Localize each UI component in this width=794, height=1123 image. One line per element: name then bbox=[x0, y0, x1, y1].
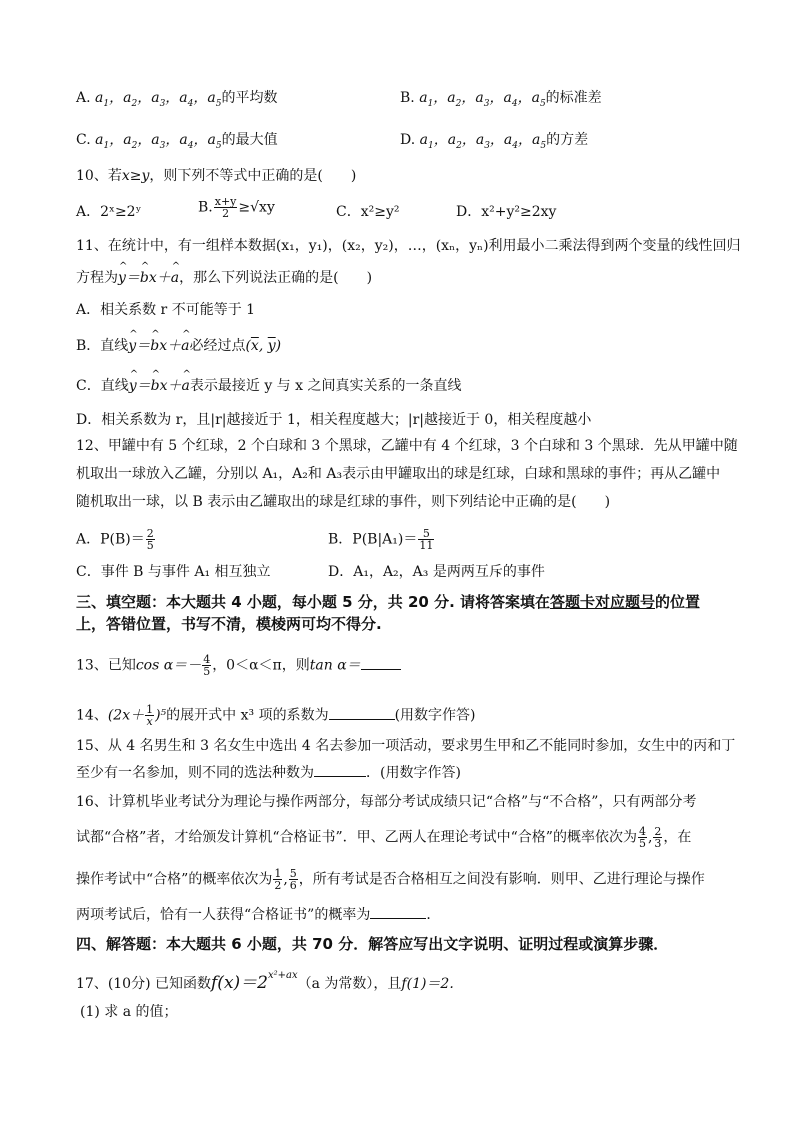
q16-line3: 操作考试中“合格”的概率依次为 $\frac{1}{2}$ , $\frac{5}{6}$ ，所有考试是否合格相互之间没有影响．则甲、乙进行理论与操作 bbox=[76, 867, 705, 892]
q16-line4: 两项考试后，恰有一人获得“合格证书”的概率为 ． bbox=[76, 904, 440, 925]
q12-option-a: A．P(B)＝ $\frac{2}{5}$ bbox=[76, 527, 154, 552]
q17-stem: 17、(10分) 已知函数$f(x)=2^{x^2+ax}(a$ 为常数），且f(1)＝2. bbox=[76, 970, 454, 993]
q17-part1: (1) 求 a 的值； bbox=[80, 1004, 178, 1020]
q15-line1: 15、从 4 名男生和 3 名女生中选出 4 名去参加一项活动，要求男生甲和乙不能同时参加，女生中的丙和丁 bbox=[76, 738, 736, 754]
q12-line2: 机取出一球放入乙罐，分别以 A₁，A₂和 A₃表示由甲罐取出的球是红球，白球和黑球的事件；再从乙罐中 bbox=[76, 466, 721, 482]
q10-stem: 10、若x≥y，则下列不等式中正确的是( ) bbox=[76, 168, 357, 184]
fraction: $\frac{x+y}{2}$ bbox=[214, 195, 237, 220]
q9-option-b: B. $a_1$，$a_2$，$a_3$，$a_4$，$a_5$的标准差 bbox=[400, 90, 602, 109]
q11-option-c: C．直线^ y＝^ bx＋^ a表示最接近 y 与 x 之间真实关系的一条直线 bbox=[76, 376, 461, 396]
q12-line3: 随机取出一球，以 B 表示由乙罐取出的球是红球的事件，则下列结论中正确的是( ) bbox=[76, 494, 611, 510]
section3-heading-line1: 三、填空题：本大题共 4 小题，每小题 5 分，共 20 分. 请将答案填在答题卡对应题号的位置 bbox=[76, 593, 701, 611]
section4-heading: 四、解答题：本大题共 6 小题，共 70 分．解答应写出文字说明、证明过程或演算步骤． bbox=[76, 935, 669, 953]
q9-option-c: C. $a_1$，$a_2$，$a_3$，$a_4$，$a_5$的最大值 bbox=[76, 132, 278, 151]
q11-option-b: B．直线^ y＝^ bx＋^ a必经过点($\overline{x}$, $\overline{y}$) bbox=[76, 336, 281, 356]
q12-option-d: D．A₁，A₂，A₃ 是两两互斥的事件 bbox=[328, 564, 545, 580]
q16-line1: 16、计算机毕业考试分为理论与操作两部分，每部分考试成绩只记“合格”与“不合格”，只有两部分考 bbox=[76, 794, 697, 810]
q11-option-d: D．相关系数为 r，且|r|越接近于 1，相关程度越大；|r|越接近于 0，相关程度越小 bbox=[76, 412, 592, 428]
q9-option-d: D. $a_1$，$a_2$，$a_3$，$a_4$，$a_5$的方差 bbox=[400, 132, 589, 151]
answer-blank[interactable] bbox=[361, 655, 401, 670]
q13: 13、已知cos α＝－ $\frac{4}{5}$ ，0＜α＜π，则tan α＝ bbox=[76, 654, 401, 677]
answer-blank[interactable] bbox=[370, 904, 426, 919]
q10-option-c: C．x²≥y² bbox=[336, 204, 400, 220]
q10-option-a: A．2ˣ≥2ʸ bbox=[76, 204, 142, 220]
section3-heading-line2: 上，答错位置，书写不清，模棱两可均不得分. bbox=[76, 615, 382, 633]
q15-line2: 至少有一名参加，则不同的选法种数为 ．(用数字作答) bbox=[76, 762, 461, 783]
q11-line2: 方程为^ y＝^ bx＋^ a，那么下列说法正确的是( ) bbox=[76, 268, 372, 288]
answer-blank[interactable] bbox=[329, 705, 395, 720]
q12-option-c: C．事件 B 与事件 A₁ 相互独立 bbox=[76, 564, 271, 580]
answer-blank[interactable] bbox=[314, 762, 366, 777]
sequence-a1-a5: $a_1$，$a_2$，$a_3$，$a_4$，$a_5$ bbox=[95, 90, 222, 109]
q16-line2: 试都“合格”者，才给颁发计算机“合格证书”．甲、乙两人在理论考试中“合格”的概率依次为 $\frac{4}{5}$ , $\frac{2}{3}$ ，在 bbox=[76, 825, 692, 850]
q10-option-d: D．x²+y²≥2xy bbox=[456, 204, 557, 220]
q12-option-b: B．P(B|A₁)＝ $\frac{5}{11}$ bbox=[328, 527, 434, 552]
q11-line1: 11、在统计中，有一组样本数据(x₁，y₁)，(x₂，y₂)，…，(xₙ，yₙ)利用最小二乘法得到两个变量的线性回归 bbox=[76, 238, 741, 254]
q11-option-a: A．相关系数 r 不可能等于 1 bbox=[76, 302, 256, 318]
q14: 14、(2x＋ $\frac{1}{x}$ )⁵的展开式中 x³ 项的系数为 (用数字作答) bbox=[76, 703, 476, 728]
q10-option-b: B. $\frac{x+y}{2}$ ≥√xy bbox=[198, 195, 275, 220]
q9-option-a: A. $a_1$，$a_2$，$a_3$，$a_4$，$a_5$的平均数 bbox=[76, 90, 278, 109]
q12-line1: 12、甲罐中有 5 个红球，2 个白球和 3 个黑球，乙罐中有 4 个红球，3 个白球和 3 个黑球．先从甲罐中随 bbox=[76, 438, 738, 454]
